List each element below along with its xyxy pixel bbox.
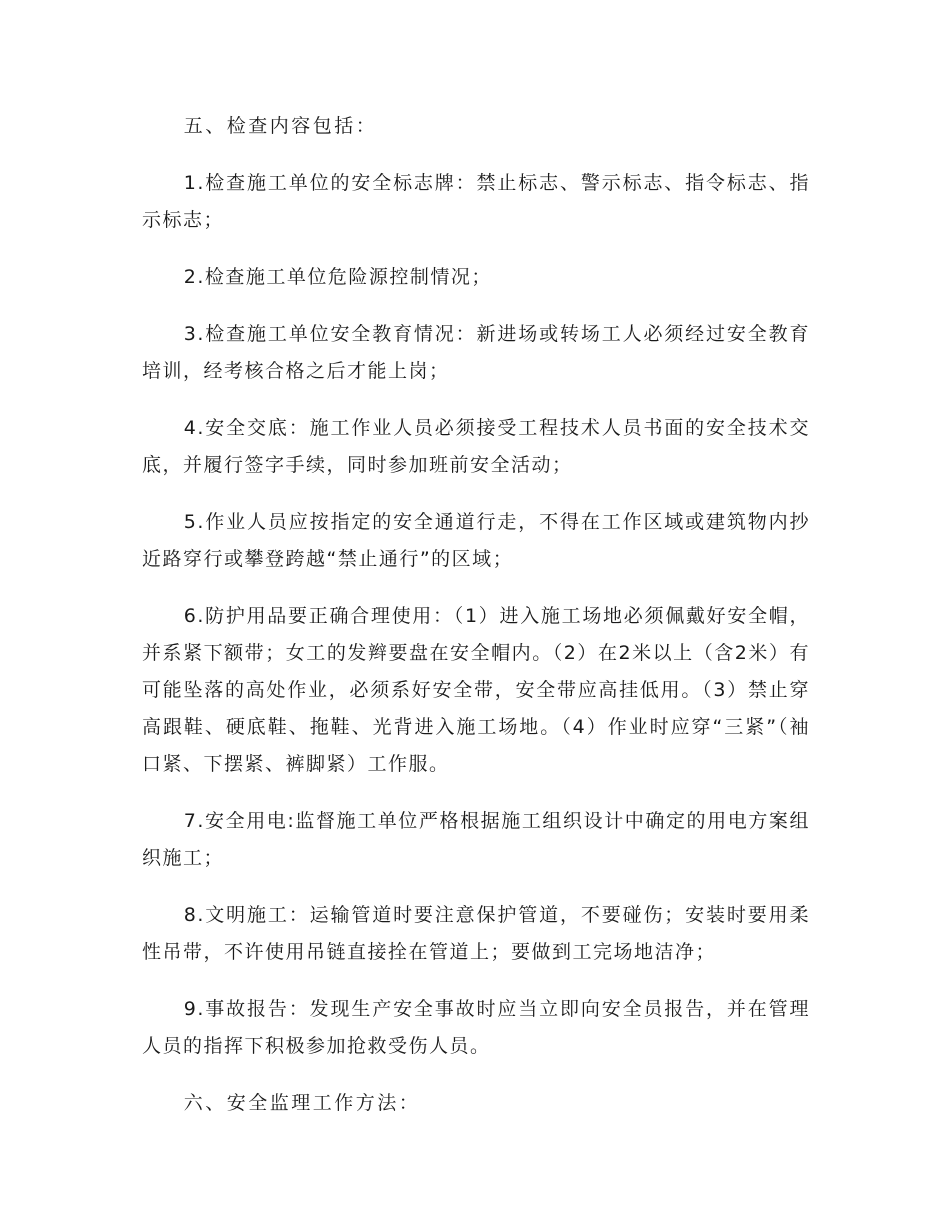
section-6-heading: 六、安全监理工作方法： [183, 1092, 421, 1114]
list-item: 6.防护用品要正确合理使用：（1）进入施工场地必须佩戴好安全帽，并系紧下额带；女工的发辫要盘在安全帽内。（2）在2米以上（含2米）有可能坠落的高处作业，必须系好安全带，安全带应高挂低用。（3）禁止穿高跟鞋、硬底鞋、拖鞋、光背进入施工场地。（4）作业时应穿“三紧”（袖口紧、下摆紧、裤脚紧）工作服。 [142, 605, 810, 775]
list-item: 1.检查施工单位的安全标志牌：禁止标志、警示标志、指令标志、指示标志； [142, 172, 810, 231]
list-item: 9.事故报告：发现生产安全事故时应当立即向安全员报告，并在管理人员的指挥下积极参加抢救受伤人员。 [142, 998, 810, 1057]
list-item: 4.安全交底：施工作业人员必须接受工程技术人员书面的安全技术交底，并履行签字手续，同时参加班前安全活动； [142, 417, 810, 476]
list-item: 3.检查施工单位安全教育情况：新进场或转场工人必须经过安全教育培训，经考核合格之后才能上岗； [142, 323, 810, 382]
document-body [142, 108, 810, 1142]
section-5-heading: 五、检查内容包括： [183, 115, 378, 137]
list-item: 8.文明施工：运输管道时要注意保护管道，不要碰伤；安装时要用柔性吊带，不许使用吊链直接拴在管道上；要做到工完场地洁净； [142, 904, 810, 963]
list-item: 2.检查施工单位危险源控制情况； [183, 266, 492, 288]
list-item: 7.安全用电:监督施工单位严格根据施工组织设计中确定的用电方案组织施工； [142, 810, 810, 869]
list-item: 5.作业人员应按指定的安全通道行走，不得在工作区域或建筑物内抄近路穿行或攀登跨越“禁止通行”的区域； [142, 511, 810, 570]
